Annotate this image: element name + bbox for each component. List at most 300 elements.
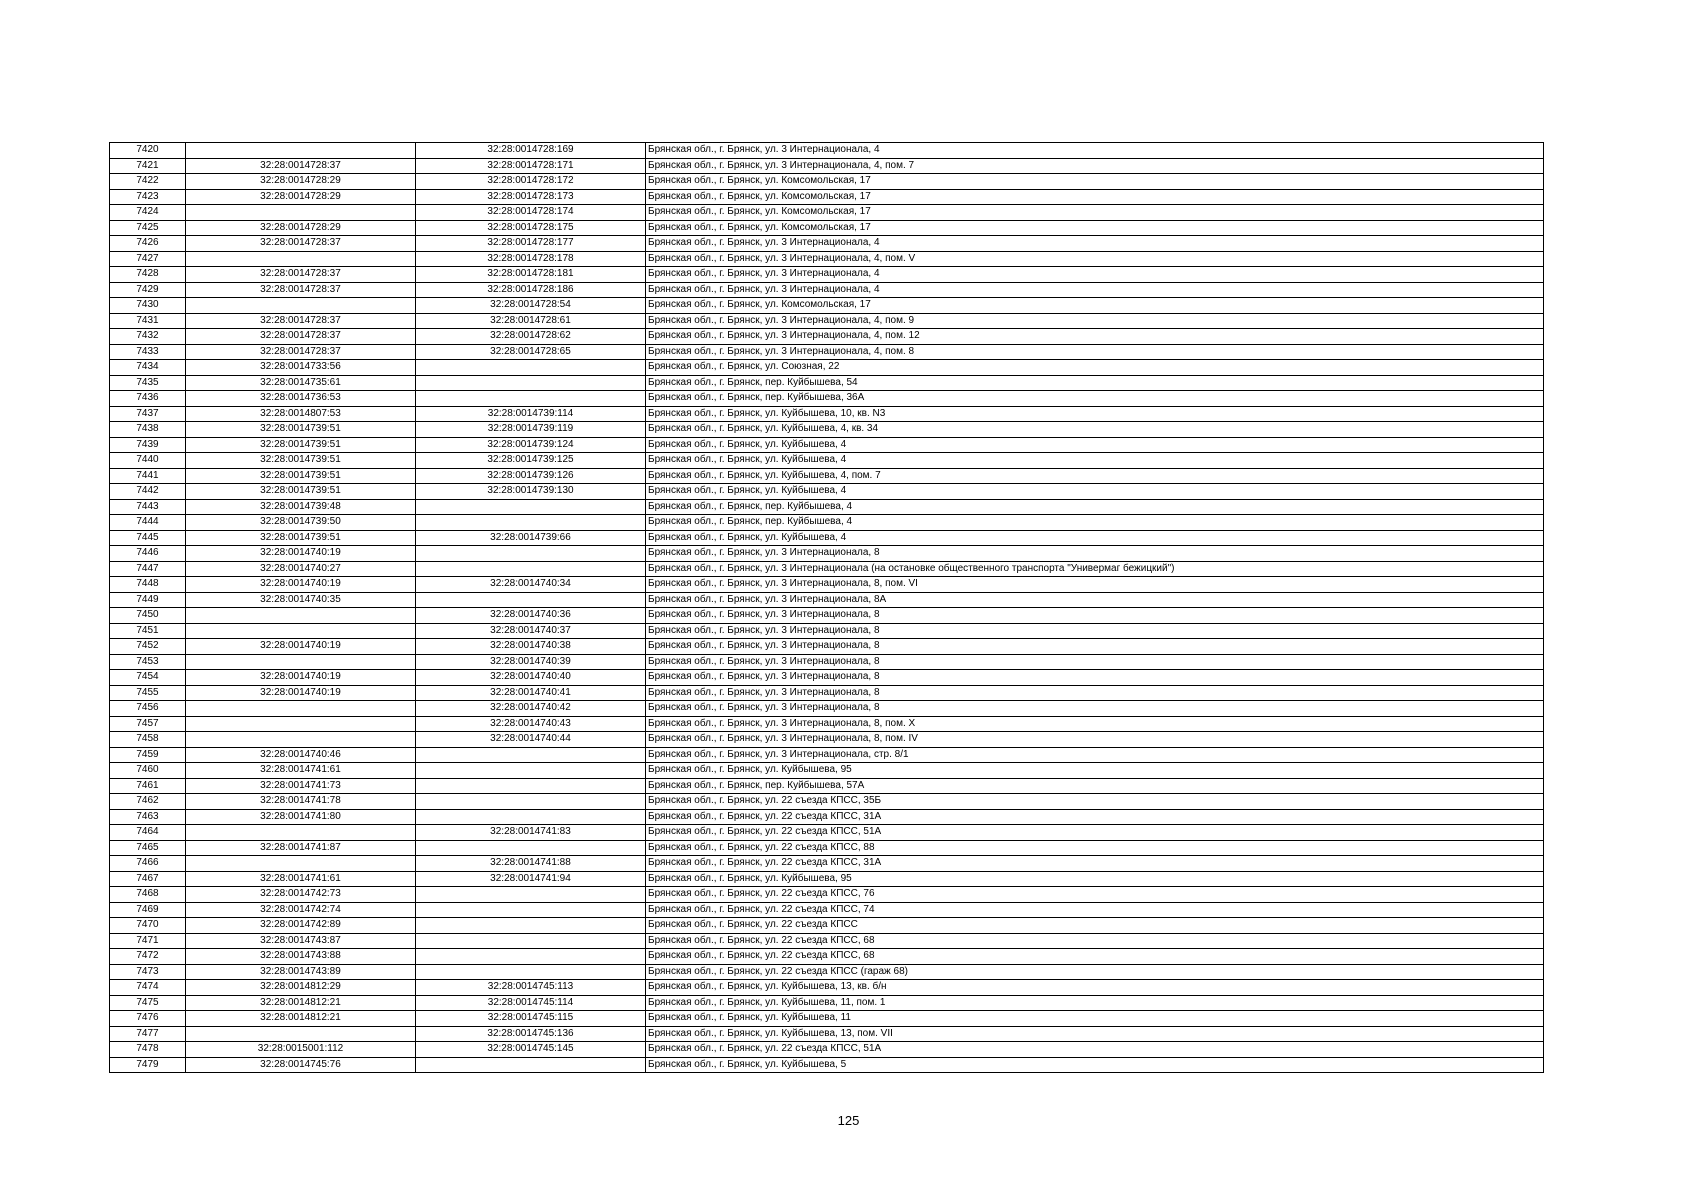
row-number-cell: 7421 <box>110 158 186 174</box>
object-number-cell: 32:28:0014728:169 <box>416 143 646 159</box>
parcel-number-cell: 32:28:0014745:76 <box>186 1057 416 1073</box>
address-cell: Брянская обл., г. Брянск, ул. 22 съезда КПСС, 31А <box>646 856 1544 872</box>
address-cell: Брянская обл., г. Брянск, ул. Куйбышева, 95 <box>646 871 1544 887</box>
parcel-number-cell: 32:28:0014741:87 <box>186 840 416 856</box>
table-row <box>110 685 1544 701</box>
object-number-cell <box>416 499 646 515</box>
table-row <box>110 701 1544 717</box>
address-cell: Брянская обл., г. Брянск, ул. 22 съезда КПСС, 74 <box>646 902 1544 918</box>
parcel-number-cell: 32:28:0014740:19 <box>186 577 416 593</box>
address-cell: Брянская обл., г. Брянск, ул. 3 Интернационала, 4, пом. 8 <box>646 344 1544 360</box>
address-cell: Брянская обл., г. Брянск, ул. Комсомольская, 17 <box>646 298 1544 314</box>
address-cell: Брянская обл., г. Брянск, ул. Куйбышева, 10, кв. N3 <box>646 406 1544 422</box>
table-row <box>110 344 1544 360</box>
parcel-number-cell: 32:28:0014739:51 <box>186 530 416 546</box>
object-number-cell: 32:28:0014728:177 <box>416 236 646 252</box>
parcel-number-cell: 32:28:0014740:19 <box>186 546 416 562</box>
object-number-cell: 32:28:0014728:173 <box>416 189 646 205</box>
row-number-cell: 7448 <box>110 577 186 593</box>
row-number-cell: 7445 <box>110 530 186 546</box>
address-cell: Брянская обл., г. Брянск, ул. 22 съезда КПСС, 35Б <box>646 794 1544 810</box>
object-number-cell <box>416 391 646 407</box>
address-cell: Брянская обл., г. Брянск, ул. Союзная, 22 <box>646 360 1544 376</box>
address-cell: Брянская обл., г. Брянск, ул. Куйбышева, 4 <box>646 484 1544 500</box>
address-cell: Брянская обл., г. Брянск, ул. Куйбышева, 4 <box>646 453 1544 469</box>
table-row <box>110 918 1544 934</box>
address-cell: Брянская обл., г. Брянск, ул. Куйбышева, 13, пом. VII <box>646 1026 1544 1042</box>
row-number-cell: 7443 <box>110 499 186 515</box>
object-number-cell: 32:28:0014740:41 <box>416 685 646 701</box>
address-cell: Брянская обл., г. Брянск, пер. Куйбышева, 4 <box>646 515 1544 531</box>
parcel-number-cell: 32:28:0014741:73 <box>186 778 416 794</box>
object-number-cell: 32:28:0014739:119 <box>416 422 646 438</box>
address-cell: Брянская обл., г. Брянск, ул. Комсомольская, 17 <box>646 205 1544 221</box>
row-number-cell: 7472 <box>110 949 186 965</box>
object-number-cell: 32:28:0014728:174 <box>416 205 646 221</box>
parcel-number-cell: 32:28:0014807:53 <box>186 406 416 422</box>
parcel-number-cell: 32:28:0014743:87 <box>186 933 416 949</box>
table-row <box>110 453 1544 469</box>
parcel-number-cell: 32:28:0014739:48 <box>186 499 416 515</box>
table-row <box>110 561 1544 577</box>
address-cell: Брянская обл., г. Брянск, ул. 3 Интернационала, 8, пом. X <box>646 716 1544 732</box>
row-number-cell: 7478 <box>110 1042 186 1058</box>
parcel-number-cell: 32:28:0014736:53 <box>186 391 416 407</box>
parcel-number-cell: 32:28:0014739:51 <box>186 484 416 500</box>
table-row <box>110 809 1544 825</box>
object-number-cell: 32:28:0014728:178 <box>416 251 646 267</box>
row-number-cell: 7440 <box>110 453 186 469</box>
parcel-number-cell: 32:28:0014739:51 <box>186 453 416 469</box>
address-cell: Брянская обл., г. Брянск, ул. 22 съезда КПСС, 31А <box>646 809 1544 825</box>
row-number-cell: 7474 <box>110 980 186 996</box>
address-cell: Брянская обл., г. Брянск, ул. 3 Интернационала, 8 <box>646 654 1544 670</box>
object-number-cell: 32:28:0014745:114 <box>416 995 646 1011</box>
row-number-cell: 7457 <box>110 716 186 732</box>
row-number-cell: 7451 <box>110 623 186 639</box>
object-number-cell: 32:28:0014728:65 <box>416 344 646 360</box>
table-row <box>110 964 1544 980</box>
parcel-number-cell: 32:28:0014728:37 <box>186 344 416 360</box>
object-number-cell: 32:28:0014728:62 <box>416 329 646 345</box>
address-cell: Брянская обл., г. Брянск, пер. Куйбышева, 57А <box>646 778 1544 794</box>
row-number-cell: 7429 <box>110 282 186 298</box>
address-cell: Брянская обл., г. Брянск, ул. 3 Интернационала, 8 <box>646 623 1544 639</box>
registry-table <box>109 142 1544 1073</box>
address-cell: Брянская обл., г. Брянск, ул. 22 съезда КПСС, 88 <box>646 840 1544 856</box>
parcel-number-cell <box>186 251 416 267</box>
address-cell: Брянская обл., г. Брянск, ул. 3 Интернационала, 8 <box>646 608 1544 624</box>
row-number-cell: 7460 <box>110 763 186 779</box>
object-number-cell: 32:28:0014745:136 <box>416 1026 646 1042</box>
object-number-cell <box>416 546 646 562</box>
table-row <box>110 933 1544 949</box>
address-cell: Брянская обл., г. Брянск, ул. 3 Интернационала, 8, пом. IV <box>646 732 1544 748</box>
row-number-cell: 7470 <box>110 918 186 934</box>
object-number-cell: 32:28:0014745:113 <box>416 980 646 996</box>
table-row <box>110 1011 1544 1027</box>
object-number-cell: 32:28:0014728:175 <box>416 220 646 236</box>
parcel-number-cell: 32:28:0014728:29 <box>186 220 416 236</box>
row-number-cell: 7452 <box>110 639 186 655</box>
parcel-number-cell <box>186 608 416 624</box>
parcel-number-cell: 32:28:0014740:35 <box>186 592 416 608</box>
object-number-cell: 32:28:0014741:88 <box>416 856 646 872</box>
object-number-cell <box>416 809 646 825</box>
object-number-cell: 32:28:0014740:34 <box>416 577 646 593</box>
row-number-cell: 7469 <box>110 902 186 918</box>
object-number-cell: 32:28:0014739:114 <box>416 406 646 422</box>
object-number-cell: 32:28:0014728:61 <box>416 313 646 329</box>
row-number-cell: 7461 <box>110 778 186 794</box>
object-number-cell <box>416 561 646 577</box>
table-row <box>110 577 1544 593</box>
row-number-cell: 7442 <box>110 484 186 500</box>
parcel-number-cell: 32:28:0014741:61 <box>186 763 416 779</box>
table-row <box>110 546 1544 562</box>
address-cell: Брянская обл., г. Брянск, ул. 22 съезда КПСС, 68 <box>646 949 1544 965</box>
row-number-cell: 7433 <box>110 344 186 360</box>
object-number-cell <box>416 763 646 779</box>
address-cell: Брянская обл., г. Брянск, ул. 3 Интернационала, 8 <box>646 685 1544 701</box>
table-row <box>110 639 1544 655</box>
object-number-cell <box>416 964 646 980</box>
table-row <box>110 236 1544 252</box>
object-number-cell: 32:28:0014739:124 <box>416 437 646 453</box>
parcel-number-cell <box>186 623 416 639</box>
row-number-cell: 7425 <box>110 220 186 236</box>
row-number-cell: 7467 <box>110 871 186 887</box>
table-body <box>110 143 1544 1073</box>
address-cell: Брянская обл., г. Брянск, ул. 3 Интернационала, 4, пом. V <box>646 251 1544 267</box>
address-cell: Брянская обл., г. Брянск, пер. Куйбышева, 54 <box>646 375 1544 391</box>
row-number-cell: 7436 <box>110 391 186 407</box>
object-number-cell: 32:28:0014740:40 <box>416 670 646 686</box>
row-number-cell: 7439 <box>110 437 186 453</box>
parcel-number-cell: 32:28:0014742:73 <box>186 887 416 903</box>
address-cell: Брянская обл., г. Брянск, пер. Куйбышева, 4 <box>646 499 1544 515</box>
row-number-cell: 7462 <box>110 794 186 810</box>
parcel-number-cell: 32:28:0014740:27 <box>186 561 416 577</box>
address-cell: Брянская обл., г. Брянск, ул. 3 Интернационала, стр. 8/1 <box>646 747 1544 763</box>
table-row <box>110 623 1544 639</box>
object-number-cell: 32:28:0014740:36 <box>416 608 646 624</box>
parcel-number-cell <box>186 1026 416 1042</box>
address-cell: Брянская обл., г. Брянск, ул. 3 Интернационала, 4 <box>646 143 1544 159</box>
row-number-cell: 7477 <box>110 1026 186 1042</box>
table-row <box>110 592 1544 608</box>
table-row <box>110 530 1544 546</box>
row-number-cell: 7449 <box>110 592 186 608</box>
object-number-cell: 32:28:0014728:172 <box>416 174 646 190</box>
parcel-number-cell: 32:28:0014728:29 <box>186 174 416 190</box>
parcel-number-cell <box>186 732 416 748</box>
address-cell: Брянская обл., г. Брянск, ул. 3 Интернационала (на остановке общественного транспорта "Универмаг бежицкий") <box>646 561 1544 577</box>
table-row <box>110 406 1544 422</box>
address-cell: Брянская обл., г. Брянск, ул. 3 Интернационала, 8, пом. VI <box>646 577 1544 593</box>
parcel-number-cell: 32:28:0014728:37 <box>186 313 416 329</box>
table-row <box>110 995 1544 1011</box>
parcel-number-cell: 32:28:0014728:37 <box>186 267 416 283</box>
row-number-cell: 7438 <box>110 422 186 438</box>
row-number-cell: 7428 <box>110 267 186 283</box>
table-row <box>110 871 1544 887</box>
parcel-number-cell: 32:28:0014739:51 <box>186 437 416 453</box>
object-number-cell <box>416 902 646 918</box>
row-number-cell: 7468 <box>110 887 186 903</box>
row-number-cell: 7435 <box>110 375 186 391</box>
object-number-cell: 32:28:0014745:145 <box>416 1042 646 1058</box>
table-row <box>110 205 1544 221</box>
table-row <box>110 391 1544 407</box>
address-cell: Брянская обл., г. Брянск, ул. 3 Интернационала, 4 <box>646 236 1544 252</box>
object-number-cell: 32:28:0014740:39 <box>416 654 646 670</box>
page-number: 125 <box>837 1113 860 1128</box>
parcel-number-cell: 32:28:0014741:61 <box>186 871 416 887</box>
address-cell: Брянская обл., г. Брянск, ул. Куйбышева, 4 <box>646 437 1544 453</box>
object-number-cell: 32:28:0014739:66 <box>416 530 646 546</box>
object-number-cell: 32:28:0014728:186 <box>416 282 646 298</box>
table-row <box>110 732 1544 748</box>
table-row <box>110 422 1544 438</box>
parcel-number-cell: 32:28:0014812:21 <box>186 995 416 1011</box>
table-row <box>110 763 1544 779</box>
row-number-cell: 7464 <box>110 825 186 841</box>
row-number-cell: 7426 <box>110 236 186 252</box>
table-row <box>110 499 1544 515</box>
address-cell: Брянская обл., г. Брянск, ул. 3 Интернационала, 8 <box>646 701 1544 717</box>
row-number-cell: 7456 <box>110 701 186 717</box>
address-cell: Брянская обл., г. Брянск, ул. 3 Интернационала, 4, пом. 12 <box>646 329 1544 345</box>
row-number-cell: 7437 <box>110 406 186 422</box>
parcel-number-cell <box>186 856 416 872</box>
address-cell: Брянская обл., г. Брянск, ул. 3 Интернационала, 8А <box>646 592 1544 608</box>
object-number-cell <box>416 375 646 391</box>
object-number-cell <box>416 360 646 376</box>
table-row <box>110 840 1544 856</box>
object-number-cell: 32:28:0014741:94 <box>416 871 646 887</box>
object-number-cell: 32:28:0014740:44 <box>416 732 646 748</box>
parcel-number-cell: 32:28:0014728:37 <box>186 158 416 174</box>
table-row <box>110 360 1544 376</box>
table-row <box>110 143 1544 159</box>
parcel-number-cell: 32:28:0014739:51 <box>186 468 416 484</box>
row-number-cell: 7463 <box>110 809 186 825</box>
address-cell: Брянская обл., г. Брянск, ул. 3 Интернационала, 4, пом. 9 <box>646 313 1544 329</box>
object-number-cell <box>416 515 646 531</box>
parcel-number-cell: 32:28:0014728:37 <box>186 282 416 298</box>
table-row <box>110 515 1544 531</box>
row-number-cell: 7473 <box>110 964 186 980</box>
object-number-cell <box>416 592 646 608</box>
table-row <box>110 313 1544 329</box>
table-row <box>110 949 1544 965</box>
table-row <box>110 329 1544 345</box>
object-number-cell: 32:28:0014739:126 <box>416 468 646 484</box>
parcel-number-cell: 32:28:0014812:21 <box>186 1011 416 1027</box>
table-row <box>110 670 1544 686</box>
parcel-number-cell: 32:28:0014728:37 <box>186 236 416 252</box>
object-number-cell: 32:28:0014740:37 <box>416 623 646 639</box>
table-row <box>110 158 1544 174</box>
address-cell: Брянская обл., г. Брянск, ул. Комсомольская, 17 <box>646 174 1544 190</box>
object-number-cell <box>416 949 646 965</box>
parcel-number-cell: 32:28:0014739:51 <box>186 422 416 438</box>
table-row <box>110 856 1544 872</box>
table-row <box>110 174 1544 190</box>
row-number-cell: 7466 <box>110 856 186 872</box>
address-cell: Брянская обл., г. Брянск, ул. Куйбышева, 11, пом. 1 <box>646 995 1544 1011</box>
table-row <box>110 608 1544 624</box>
row-number-cell: 7450 <box>110 608 186 624</box>
address-cell: Брянская обл., г. Брянск, ул. 3 Интернационала, 8 <box>646 639 1544 655</box>
address-cell: Брянская обл., г. Брянск, ул. Комсомольская, 17 <box>646 220 1544 236</box>
parcel-number-cell: 32:28:0014742:89 <box>186 918 416 934</box>
table-row <box>110 298 1544 314</box>
address-cell: Брянская обл., г. Брянск, ул. 22 съезда КПСС, 68 <box>646 933 1544 949</box>
object-number-cell <box>416 887 646 903</box>
row-number-cell: 7458 <box>110 732 186 748</box>
parcel-number-cell: 32:28:0014740:19 <box>186 685 416 701</box>
row-number-cell: 7447 <box>110 561 186 577</box>
address-cell: Брянская обл., г. Брянск, ул. 22 съезда КПСС (гараж 68) <box>646 964 1544 980</box>
table-row <box>110 716 1544 732</box>
object-number-cell <box>416 933 646 949</box>
row-number-cell: 7465 <box>110 840 186 856</box>
row-number-cell: 7431 <box>110 313 186 329</box>
parcel-number-cell: 32:28:0014743:89 <box>186 964 416 980</box>
parcel-number-cell: 32:28:0014728:29 <box>186 189 416 205</box>
row-number-cell: 7422 <box>110 174 186 190</box>
row-number-cell: 7430 <box>110 298 186 314</box>
row-number-cell: 7454 <box>110 670 186 686</box>
object-number-cell <box>416 918 646 934</box>
address-cell: Брянская обл., г. Брянск, ул. 22 съезда КПСС, 51А <box>646 1042 1544 1058</box>
row-number-cell: 7424 <box>110 205 186 221</box>
table-row <box>110 654 1544 670</box>
table-row <box>110 282 1544 298</box>
parcel-number-cell <box>186 701 416 717</box>
object-number-cell: 32:28:0014728:171 <box>416 158 646 174</box>
row-number-cell: 7475 <box>110 995 186 1011</box>
table-row <box>110 778 1544 794</box>
table-row <box>110 375 1544 391</box>
table-row <box>110 267 1544 283</box>
table-row <box>110 220 1544 236</box>
row-number-cell: 7420 <box>110 143 186 159</box>
object-number-cell: 32:28:0014740:43 <box>416 716 646 732</box>
object-number-cell <box>416 747 646 763</box>
row-number-cell: 7459 <box>110 747 186 763</box>
address-cell: Брянская обл., г. Брянск, ул. Куйбышева, 5 <box>646 1057 1544 1073</box>
table-row <box>110 437 1544 453</box>
row-number-cell: 7479 <box>110 1057 186 1073</box>
parcel-number-cell: 32:28:0014728:37 <box>186 329 416 345</box>
object-number-cell: 32:28:0014745:115 <box>416 1011 646 1027</box>
address-cell: Брянская обл., г. Брянск, ул. 3 Интернационала, 4 <box>646 267 1544 283</box>
address-cell: Брянская обл., г. Брянск, ул. Куйбышева, 13, кв. б/н <box>646 980 1544 996</box>
row-number-cell: 7432 <box>110 329 186 345</box>
table-row <box>110 484 1544 500</box>
address-cell: Брянская обл., г. Брянск, ул. 3 Интернационала, 8 <box>646 670 1544 686</box>
address-cell: Брянская обл., г. Брянск, ул. 22 съезда КПСС, 51А <box>646 825 1544 841</box>
table-row <box>110 1026 1544 1042</box>
address-cell: Брянская обл., г. Брянск, ул. Куйбышева, 11 <box>646 1011 1544 1027</box>
address-cell: Брянская обл., г. Брянск, ул. 22 съезда КПСС, 76 <box>646 887 1544 903</box>
address-cell: Брянская обл., г. Брянск, ул. Куйбышева, 95 <box>646 763 1544 779</box>
table-row <box>110 980 1544 996</box>
address-cell: Брянская обл., г. Брянск, ул. Куйбышева, 4 <box>646 530 1544 546</box>
row-number-cell: 7471 <box>110 933 186 949</box>
row-number-cell: 7453 <box>110 654 186 670</box>
object-number-cell: 32:28:0014739:130 <box>416 484 646 500</box>
object-number-cell <box>416 1057 646 1073</box>
table-row <box>110 902 1544 918</box>
parcel-number-cell: 32:28:0014743:88 <box>186 949 416 965</box>
table-row <box>110 887 1544 903</box>
table-row <box>110 251 1544 267</box>
table-row <box>110 468 1544 484</box>
parcel-number-cell: 32:28:0014733:56 <box>186 360 416 376</box>
address-cell: Брянская обл., г. Брянск, ул. 3 Интернационала, 4, пом. 7 <box>646 158 1544 174</box>
parcel-number-cell: 32:28:0014742:74 <box>186 902 416 918</box>
object-number-cell <box>416 794 646 810</box>
parcel-number-cell <box>186 825 416 841</box>
address-cell: Брянская обл., г. Брянск, ул. 3 Интернационала, 4 <box>646 282 1544 298</box>
parcel-number-cell <box>186 654 416 670</box>
row-number-cell: 7444 <box>110 515 186 531</box>
object-number-cell: 32:28:0014740:38 <box>416 639 646 655</box>
table-row <box>110 747 1544 763</box>
row-number-cell: 7446 <box>110 546 186 562</box>
object-number-cell: 32:28:0014741:83 <box>416 825 646 841</box>
parcel-number-cell <box>186 716 416 732</box>
parcel-number-cell: 32:28:0014740:19 <box>186 639 416 655</box>
object-number-cell <box>416 840 646 856</box>
row-number-cell: 7455 <box>110 685 186 701</box>
parcel-number-cell: 32:28:0014741:80 <box>186 809 416 825</box>
object-number-cell: 32:28:0014740:42 <box>416 701 646 717</box>
parcel-number-cell: 32:28:0014740:46 <box>186 747 416 763</box>
table-row <box>110 189 1544 205</box>
table-row <box>110 794 1544 810</box>
parcel-number-cell: 32:28:0014739:50 <box>186 515 416 531</box>
address-cell: Брянская обл., г. Брянск, ул. 22 съезда КПСС <box>646 918 1544 934</box>
table-row <box>110 1057 1544 1073</box>
table-row <box>110 1042 1544 1058</box>
parcel-number-cell <box>186 143 416 159</box>
address-cell: Брянская обл., г. Брянск, ул. Куйбышева, 4, кв. 34 <box>646 422 1544 438</box>
parcel-number-cell: 32:28:0014741:78 <box>186 794 416 810</box>
row-number-cell: 7441 <box>110 468 186 484</box>
object-number-cell: 32:28:0014728:54 <box>416 298 646 314</box>
table-row <box>110 825 1544 841</box>
address-cell: Брянская обл., г. Брянск, ул. Комсомольская, 17 <box>646 189 1544 205</box>
row-number-cell: 7434 <box>110 360 186 376</box>
row-number-cell: 7423 <box>110 189 186 205</box>
parcel-number-cell: 32:28:0014812:29 <box>186 980 416 996</box>
object-number-cell: 32:28:0014739:125 <box>416 453 646 469</box>
object-number-cell: 32:28:0014728:181 <box>416 267 646 283</box>
parcel-number-cell: 32:28:0014740:19 <box>186 670 416 686</box>
object-number-cell <box>416 778 646 794</box>
parcel-number-cell: 32:28:0014735:61 <box>186 375 416 391</box>
address-cell: Брянская обл., г. Брянск, ул. Куйбышева, 4, пом. 7 <box>646 468 1544 484</box>
address-cell: Брянская обл., г. Брянск, ул. 3 Интернационала, 8 <box>646 546 1544 562</box>
parcel-number-cell <box>186 205 416 221</box>
parcel-number-cell: 32:28:0015001:112 <box>186 1042 416 1058</box>
row-number-cell: 7427 <box>110 251 186 267</box>
